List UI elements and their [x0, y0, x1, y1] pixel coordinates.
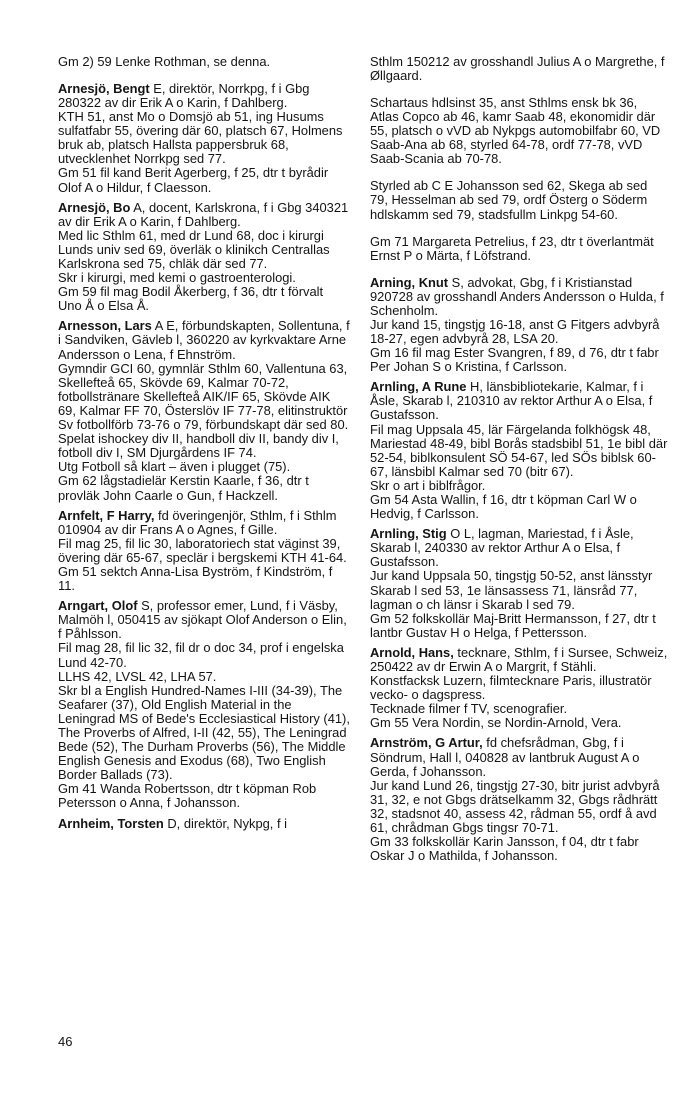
entry-paragraph: Fil mag 25, fil lic 30, laboratoriech stat väginst 39, övering där 65-67, speclär i bergskemi KTH 41-64.: [58, 535, 347, 565]
entry-paragraph: Skr i kirurgi, med kemi o gastroenterologi.: [58, 270, 296, 286]
entry-paragraph: Gm 41 Wanda Robertsson, dtr t köpman Rob Petersson o Anna, f Johansson.: [58, 781, 317, 811]
biography-entry: [58, 599, 350, 810]
entry-paragraph: Gm 33 folkskollär Karin Jansson, f 04, dtr t fabr Oskar J o Mathilda, f Johansson.: [370, 834, 639, 864]
right-continuation: [370, 55, 668, 263]
biography-entry: [370, 646, 668, 731]
entry-paragraph: Gm 51 fil kand Berit Agerberg, f 25, dtr t byrådir Olof A o Hildur, f Claesson.: [58, 165, 329, 195]
entry-paragraph: Jur kand Uppsala 50, tingstjg 50-52, anst länsstyr Skarab l sed 53, 1e länsassess 71, länsråd 77, lagman o ch länsr i Skarab l sed 79.: [370, 568, 653, 612]
entry-paragraph: Spelat ishockey div II, handboll div II, bandy div I, fotboll div I, SM Djurgårdens IF 74.: [58, 431, 339, 461]
biography-entry: [370, 736, 668, 863]
entry-name: Arnold, Hans,: [370, 644, 454, 660]
entry-heading: [370, 380, 668, 422]
entry-paragraph: LLHS 42, LVSL 42, LHA 57.: [58, 668, 217, 684]
entry-paragraph: Gm 55 Vera Nordin, se Nordin-Arnold, Vera.: [370, 715, 622, 731]
entry-paragraph: Gm 52 folkskollär Maj-Britt Hermansson, f 27, dtr t lantbr Gustav H o Helga, f Pettersson.: [370, 610, 656, 640]
entry-intro: H, länsbibliotekarie, Kalmar, f i Åsle, Skarab l, 210310 av rektor Arthur A o Elsa, f Gustafsson.: [370, 379, 653, 423]
entry-paragraph: Jur kand 15, tingstjg 16-18, anst G Fitgers advbyrå 18-27, egen advbyrå 28, LSA 20.: [370, 316, 660, 346]
entry-name: Arning, Knut: [370, 274, 449, 290]
biography-entry: [58, 817, 350, 831]
entry-name: Arnling, A Rune: [370, 379, 467, 395]
entry-name: Arnling, Stig: [370, 526, 447, 542]
entry-heading: [58, 319, 350, 361]
entry-name: Arnfelt, F Harry,: [58, 507, 155, 523]
biography-entry: [370, 276, 668, 375]
entry-name: Arnström, G Artur,: [370, 735, 483, 751]
biography-entry: [370, 380, 668, 521]
entry-heading: [58, 599, 350, 641]
entry-name: Arnesson, Lars: [58, 318, 152, 334]
continuation-line: Gm 71 Margareta Petrelius, f 23, dtr t överlantmät Ernst P o Märta, f Löfstrand.: [370, 233, 654, 263]
entry-paragraph: Skr o art i biblfrågor.: [370, 477, 486, 493]
entry-paragraph: Utg Fotboll så klart – även i plugget (75).: [58, 459, 291, 475]
entry-intro: S, advokat, Gbg, f i Kristianstad 920728 av grosshandl Anders Andersson o Hulda, f Schenholm.: [370, 274, 664, 318]
entry-name: Arnheim, Torsten: [58, 815, 164, 831]
biography-entry: [58, 201, 350, 314]
entry-intro: S, professor emer, Lund, f i Väsby, Malmöh l, 050415 av sjökapt Olof Anderson o Elin, f Påhlsson.: [58, 598, 347, 642]
page-number: 46: [58, 1034, 73, 1049]
entry-paragraph: Gm 54 Asta Wallin, f 16, dtr t köpman Carl W o Hedvig, f Carlsson.: [370, 491, 637, 522]
biography-entry: [58, 82, 350, 195]
entry-name: Arngart, Olof: [58, 598, 138, 614]
left-continuation: [58, 55, 350, 69]
entry-paragraph: Tecknade filmer f TV, scenografier.: [370, 701, 568, 717]
entry-paragraph: Med lic Sthlm 61, med dr Lund 68, doc i kirurgi Lunds univ sed 69, överläk o klinikch Centrallas Karlskrona sed 75, chläk där sed 77.: [58, 227, 330, 271]
entry-heading: [58, 509, 350, 537]
entry-intro: A E, förbundskapten, Sollentuna, f i Sandviken, Gävleb l, 360220 av kyrkvaktare Arne Andersson o Lena, f Ehnström.: [58, 318, 350, 362]
entry-paragraph: Gm 51 sektch Anna-Lisa Byström, f Kindström, f 11.: [58, 563, 333, 594]
entry-intro: O L, lagman, Mariestad, f i Åsle, Skarab l, 240330 av rektor Arthur A o Elsa, f Gustafsson.: [370, 526, 634, 570]
continuation-line: Gm 2) 59 Lenke Rothman, se denna.: [58, 53, 271, 69]
entry-paragraph: Skr bl a English Hundred-Names I-III (34-39), The Seafarer (37), Old English Material in the Leningrad MS of Bede's Ecclesiastical History (41), The Proverbs of Alfred, I-II (42, 55), The Leningrad Bede (52), The Durham Proverbs (56), The Middle English Genesis and Exodus (68), Two English Border Ballads (73).: [58, 682, 350, 783]
entry-intro: E, direktör, Norrkpg, f i Gbg 280322 av dir Erik A o Karin, f Dahlberg.: [58, 80, 310, 110]
entry-heading: [370, 527, 668, 569]
entry-paragraph: Fil mag 28, fil lic 32, fil dr o doc 34, prof i engelska Lund 42-70.: [58, 640, 344, 670]
continuation-line: Schartaus hdlsinst 35, anst Sthlms ensk bk 36, Atlas Copco ab 46, kamr Saab 48, ekonomidir där 55, platsch o vVD ab Nykpgs automobilfabr 60, VD Saab-Ana ab 68, styrled 64-78, ordf 77-78, vVD Saab-Scania ab 70-78.: [370, 94, 661, 167]
continuation-line: Sthlm 150212 av grosshandl Julius A o Margrethe, f Øllgaard.: [370, 53, 665, 83]
entry-heading: [370, 736, 668, 778]
entry-paragraph: Gymndir GCI 60, gymnlär Sthlm 60, Vallentuna 63, Skellefteå 65, Skövde 69, Kalmar 70-72, fotbollstränare Skellefteå AIK/IF 65, Skövde AIK 69, Kalmar FF 70, Österslöv IF 77-78, elitinstruktör Sv fotbollförb 73-76 o 79, förbundskapt där sed 80.: [58, 360, 349, 433]
entry-intro: A, docent, Karlskrona, f i Gbg 340321 av dir Erik A o Karin, f Dahlberg.: [58, 199, 349, 229]
entry-heading: [58, 82, 350, 110]
entry-heading: [58, 817, 350, 831]
left-column: [58, 42, 350, 837]
entry-paragraph: Gm 59 fil mag Bodil Åkerberg, f 36, dtr t förvalt Uno Å o Elsa Å.: [58, 284, 324, 314]
entry-name: Arnesjö, Bo: [58, 199, 131, 215]
biography-entry: [370, 527, 668, 640]
continuation-line: Styrled ab C E Johansson sed 62, Skega ab sed 79, Hesselman ab sed 79, ordf Österg o Söderm hdlskamm sed 79, stadsfullm Linkpg 54-60.: [370, 178, 648, 222]
biography-entry: [58, 319, 350, 502]
entry-paragraph: Gm 16 fil mag Ester Svangren, f 89, d 76, dtr t fabr Per Johan S o Kristina, f Carlsson.: [370, 345, 659, 375]
biography-entry: [58, 509, 350, 594]
entry-paragraph: Konstfacksk Luzern, filmtecknare Paris, illustratör vecko- o dagspress.: [370, 673, 652, 703]
entry-intro: fd chefsrådman, Gbg, f i Söndrum, Hall l, 040828 av lantbruk August A o Gerda, f Johansson.: [370, 735, 640, 779]
entry-intro: D, direktör, Nykpg, f i: [163, 815, 287, 831]
entry-paragraph: Gm 62 lågstadielär Kerstin Kaarle, f 36, dtr t provläk John Caarle o Gun, f Hackzell.: [58, 473, 309, 503]
entry-heading: [370, 276, 668, 318]
right-column: [370, 42, 668, 869]
entry-heading: [370, 646, 668, 674]
entry-name: Arnesjö, Bengt: [58, 80, 150, 96]
entry-paragraph: Jur kand Lund 26, tingstjg 27-30, bitr jurist advbyrå 31, 32, e not Gbgs drätselkamm 32, Gbgs rådhrätt 32, stadsnot 40, assess 42, rådman 55, ordf å avd 61, chrådman Gbgs tingsr 70-71.: [370, 777, 660, 836]
entry-paragraph: Fil mag Uppsala 45, lär Färgelanda folkhögsk 48, Mariestad 48-49, bibl Borås stadsbibl 51, 1e bibl där 52-54, biblkonsulent SÖ 54-67, led SÖs biblsk 60-67, länsbibl Kalmar sed 70 (bitr 67).: [370, 421, 668, 479]
entry-heading: [58, 201, 350, 229]
entry-intro: tecknare, Sthlm, f i Sursee, Schweiz, 250422 av dr Erwin A o Margrit, f Stähli.: [370, 644, 668, 675]
entry-paragraph: KTH 51, anst Mo o Domsjö ab 51, ing Husums sulfatfabr 55, övering där 60, platsch 67, Holmens bruk ab, platsch Hallsta pappersbruk 68, utvecklenhet Norrkpg sed 77.: [58, 109, 343, 167]
entry-intro: fd överingenjör, Sthlm, f i Sthlm 010904 av dir Frans A o Agnes, f Gille.: [58, 507, 337, 537]
